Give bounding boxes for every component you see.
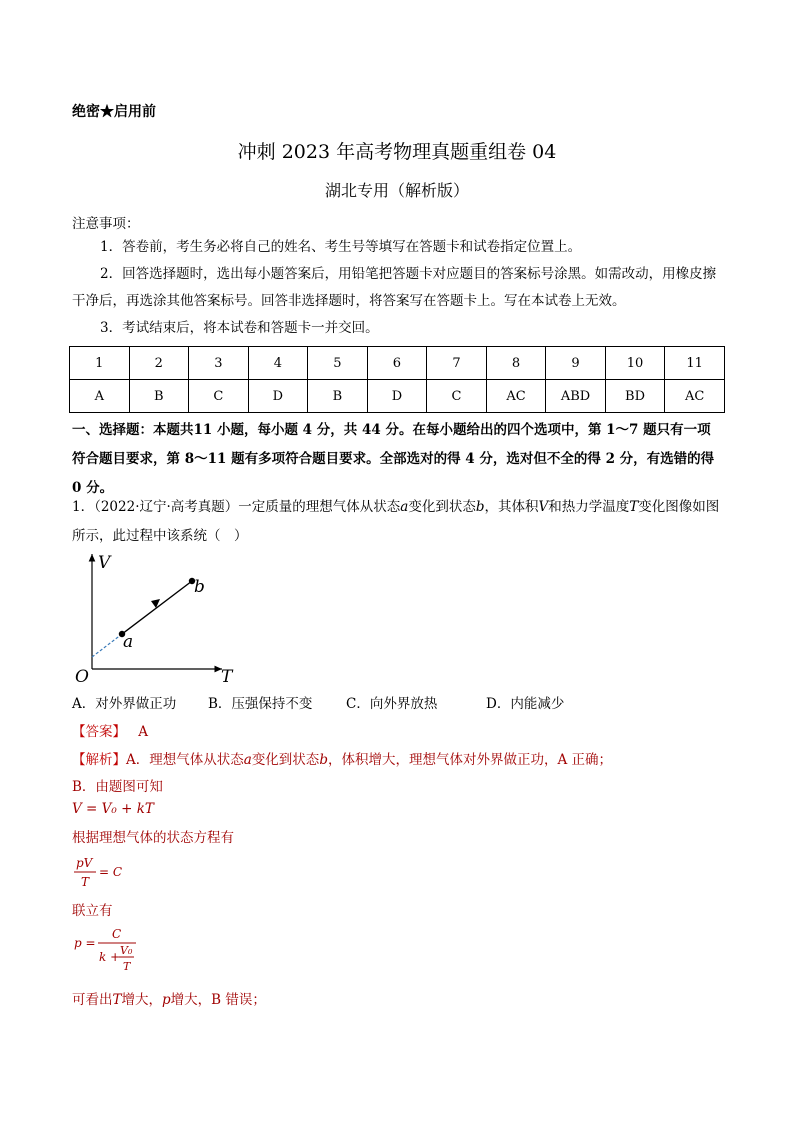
note-item-1: 1．答卷前，考生务必将自己的姓名、考生号等填写在答题卡和试卷指定位置上。 — [100, 239, 582, 255]
analysis-text: 变化到状态 — [251, 752, 320, 768]
eq3-den-k: k + — [99, 950, 121, 964]
var-T: T — [629, 499, 639, 515]
analysis-conclusion-b — [72, 988, 266, 1008]
answer-value: A — [138, 724, 149, 740]
point-b-label: b — [194, 577, 205, 597]
table-cell: D — [248, 380, 308, 413]
table-cell: 4 — [248, 347, 308, 380]
dashed-extension — [92, 634, 122, 657]
eq2-denominator: T — [81, 875, 90, 889]
table-cell: 7 — [427, 347, 487, 380]
note-item-3: 3．考试结束后，将本试卷和答题卡一并交回。 — [100, 320, 379, 336]
var-p: p — [162, 992, 171, 1008]
answer-table-number-row — [70, 347, 725, 380]
option-c: C．向外界放热 — [346, 696, 438, 712]
eq3-inner-numerator: V₀ — [120, 944, 133, 957]
table-cell: C — [427, 380, 487, 413]
table-cell: AC — [665, 380, 725, 413]
stem-text: ，其体积 — [484, 499, 539, 515]
equation-state — [72, 852, 142, 892]
stem-text: 1．（2022·辽宁·高考真题）一定质量的理想气体从状态 — [72, 499, 401, 515]
option-d: D．内能减少 — [486, 696, 565, 712]
var-b: b — [319, 752, 328, 768]
y-axis-label: V — [98, 553, 111, 573]
point-a-label: a — [123, 632, 134, 652]
answer-line — [72, 720, 148, 740]
table-cell: 1 — [70, 347, 130, 380]
eq3-lhs: p = — [74, 936, 96, 950]
table-cell: 3 — [189, 347, 249, 380]
question-1-stem — [72, 493, 724, 551]
table-cell: B — [129, 380, 189, 413]
table-cell: C — [189, 380, 249, 413]
vt-graph — [72, 546, 242, 686]
analysis-line — [72, 748, 724, 768]
option-a: A．对外界做正功 — [72, 696, 177, 712]
analysis-text: 可看出 — [72, 992, 113, 1008]
option-b: B．压强保持不变 — [208, 696, 313, 712]
stem-text: 和热力学温度 — [548, 499, 630, 515]
equation-pressure — [72, 924, 152, 980]
table-cell: 11 — [665, 347, 725, 380]
origin-label: O — [75, 667, 89, 686]
question-1-options — [72, 692, 724, 712]
table-cell: B — [308, 380, 368, 413]
table-cell: ABD — [546, 380, 606, 413]
analysis-text-2: 根据理想气体的状态方程有 — [72, 830, 234, 846]
table-cell: AC — [486, 380, 546, 413]
table-cell: 6 — [367, 347, 427, 380]
notes-heading: 注意事项： — [72, 216, 140, 232]
var-a: a — [400, 499, 409, 515]
eq3-numerator: C — [112, 927, 122, 941]
analysis-text: A．理想气体从状态 — [126, 752, 244, 768]
eq2-rhs: = C — [99, 865, 123, 879]
confidential-label: 绝密★启用前 — [72, 104, 156, 120]
table-cell: A — [70, 380, 130, 413]
eq3-inner-denominator: T — [123, 960, 131, 973]
x-axis-label: T — [221, 667, 233, 686]
var-a: a — [243, 752, 252, 768]
analysis-text: ，体积增大，理想气体对外界做正功，A 正确； — [327, 752, 613, 768]
equation-linear: V = V₀ + kT — [72, 801, 154, 817]
table-cell: 8 — [486, 347, 546, 380]
analysis-text: 增大，B 错误； — [170, 992, 266, 1008]
stem-text: 变化图像如图所示，此过程中该系统（ ） — [72, 499, 720, 544]
page-title: 冲刺 2023 年高考物理真题重组卷 04 — [237, 141, 557, 163]
answer-table — [69, 346, 725, 413]
table-cell: 5 — [308, 347, 368, 380]
note-item-2: 2．回答选择题时，选出每小题答案后，用铅笔把答题卡对应题目的答案标号涂黑。如需改动，用橡皮擦干净后，再选涂其他答案标号。回答非选择题时，将答案写在答题卡上。写在本试卷上无效。 — [72, 266, 717, 309]
page-subtitle: 湖北专用（解析版） — [324, 181, 469, 200]
table-cell: 2 — [129, 347, 189, 380]
analysis-text-3: 联立有 — [72, 903, 113, 919]
analysis-text: 增大， — [121, 992, 163, 1008]
table-cell: D — [367, 380, 427, 413]
var-V: V — [538, 499, 549, 515]
eq2-numerator: pV — [76, 856, 93, 870]
section-instructions: 一、选择题：本题共11 小题，每小题 4 分，共 44 分。在每小题给出的四个选项中，第 1～7 题只有一项符合题目要求，第 8～11 题有多项符合题目要求。全部选对的得 4 分，选对但不全的得 2 分，有选错的得 0 分。 — [72, 422, 715, 496]
answer-label: 【答案】 — [72, 724, 126, 740]
var-T: T — [112, 992, 122, 1008]
table-cell: 10 — [605, 347, 665, 380]
table-cell: 9 — [546, 347, 606, 380]
analysis-b-intro: B．由题图可知 — [72, 779, 163, 795]
answer-table-answer-row — [70, 380, 725, 413]
process-line — [122, 581, 192, 634]
table-cell: BD — [605, 380, 665, 413]
analysis-label: 【解析】 — [72, 752, 126, 768]
stem-text: 变化到状态 — [408, 499, 476, 515]
var-b: b — [475, 499, 485, 515]
